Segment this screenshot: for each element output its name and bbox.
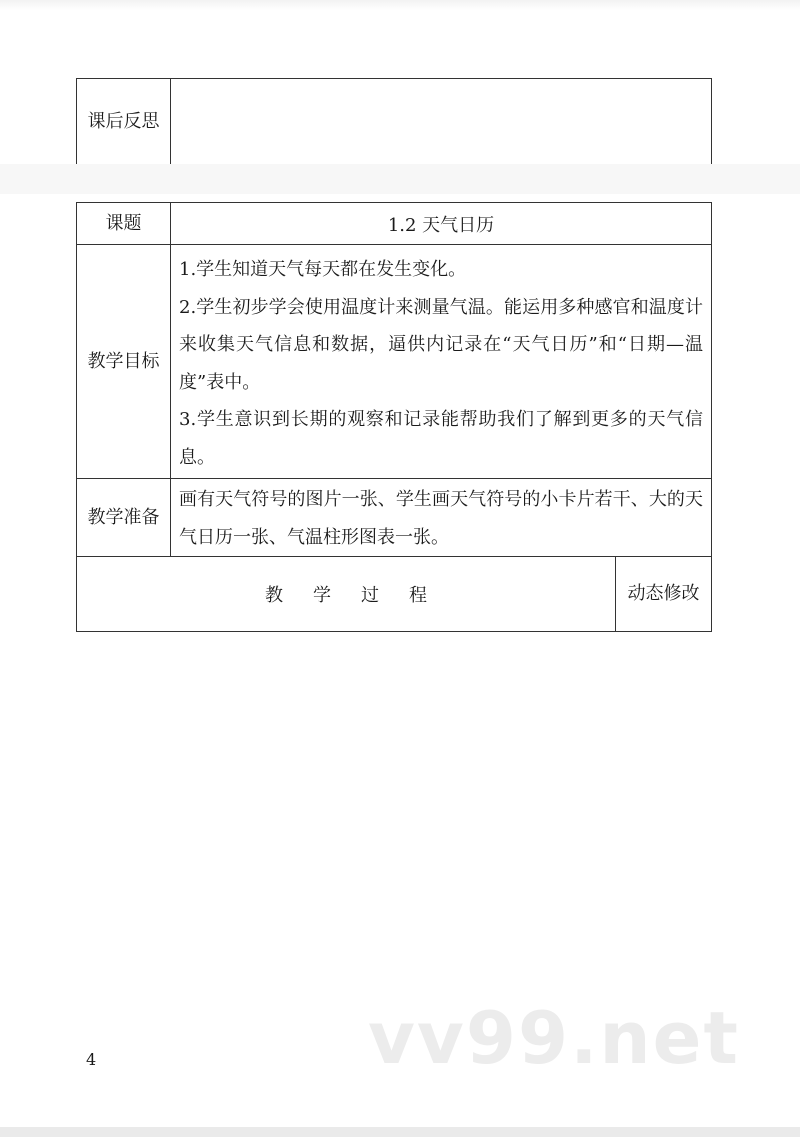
prep-content: 画有天气符号的图片一张、学生画天气符号的小卡片若干、大的天气日历一张、气温柱形图表一张。: [179, 489, 703, 548]
dynamic-edit-label: 动态修改: [615, 557, 711, 631]
page-bottom-shade: [0, 1127, 800, 1137]
objective-item: 2.学生初步学会使用温度计来测量气温。能运用多种感官和温度计来收集天气信息和数据，逼供内记录在“天气日历”和“日期—温度”表中。: [179, 296, 703, 393]
process-title: 教学过程: [265, 585, 457, 606]
lesson-plan-table: [76, 202, 712, 632]
topic-value: 1.2 天气日历: [387, 214, 495, 236]
page-number: 4: [86, 1050, 97, 1069]
objectives-content: [171, 245, 711, 478]
objective-item: 3.学生意识到长期的观察和记录能帮助我们了解到更多的天气信息。: [179, 409, 703, 468]
reflection-content: [171, 79, 711, 165]
page-break-gap: [0, 164, 800, 194]
watermark: vv99.net: [368, 996, 740, 1080]
previous-table-fragment: [76, 78, 712, 164]
page-top-shade: [0, 0, 800, 10]
prep-label: 教学准备: [77, 479, 171, 556]
objectives-label: 教学目标: [77, 245, 171, 478]
reflection-label: 课后反思: [77, 79, 171, 165]
objective-item: 1.学生知道天气每天都在发生变化。: [179, 259, 467, 280]
topic-label: 课题: [77, 203, 171, 244]
